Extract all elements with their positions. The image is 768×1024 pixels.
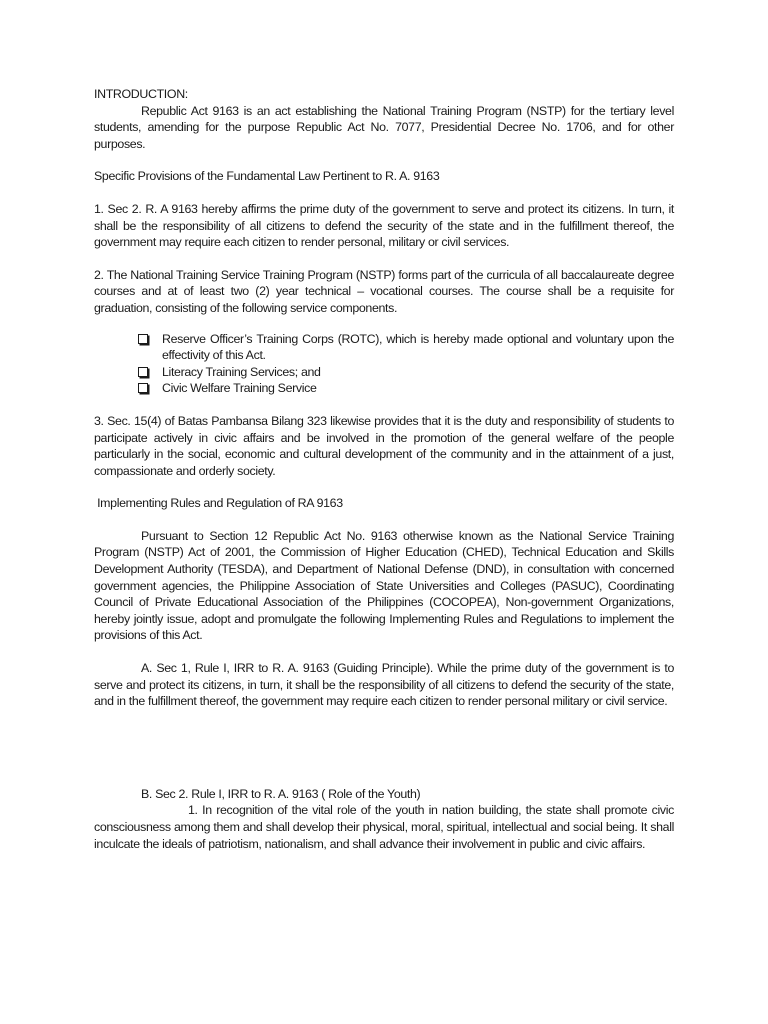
service-components-list	[94, 331, 674, 397]
component-rotc: Reserve Officer’s Training Corps (ROTC), which is hereby made optional and voluntary upon the effectivity of this Act.	[162, 331, 674, 363]
irr-section-a: A. Sec 1, Rule I, IRR to R. A. 9163 (Guiding Principle). While the prime duty of the government is to serve and protect its citizens, in turn, it shall be the responsibility of all citizens to defend the security of the state, and in the fulfillment thereof, the government may require each citizen to render personal military or civil service.	[94, 661, 674, 709]
checkbox-bullet-icon	[138, 367, 148, 377]
checkbox-bullet-icon	[138, 383, 148, 393]
list-item	[138, 380, 674, 397]
irr-pursuant-paragraph: Pursuant to Section 12 Republic Act No. 9163 otherwise known as the National Service Training Program (NSTP) Act of 2001, the Commission of Higher Education (CHED), Technical Education and Skills Development Authority (TESDA), and Department of National Defense (DND), in consultation with concerned government agencies, the Philippine Association of State Universities and Colleges (PASUC), Coordinating Council of Private Educational Association of the Philippines (COCOPEA), Non-government Organizations, hereby jointly issue, adopt and promulgate the following Implementing Rules and Regulations to implement the provisions of this Act.	[94, 528, 674, 643]
provision-item-2: 2. The National Training Service Training Program (NSTP) forms part of the curricula of all baccalaureate degree courses and at of least two (2) year technical – vocational courses. The course shall be a requisite for graduation, consisting of the following service components.	[94, 267, 674, 315]
introduction-heading: INTRODUCTION:	[94, 87, 188, 101]
irr-heading: Implementing Rules and Regulation of RA 9163	[94, 496, 343, 511]
list-item	[138, 364, 674, 381]
checkbox-bullet-icon	[138, 334, 148, 344]
list-item	[138, 331, 674, 364]
introduction-paragraph: Republic Act 9163 is an act establishing the National Training Program (NSTP) for the tertiary level students, amending for the purpose Republic Act No. 7077, Presidential Decree No. 1706, and for other purposes.	[94, 103, 674, 151]
provision-item-1: 1. Sec 2. R. A 9163 hereby affirms the prime duty of the government to serve and protect its citizens. In turn, it shall be the responsibility of all citizens to defend the security of the state and in the fulfillment thereof, the government may require each citizen to render personal, military or civil services.	[94, 201, 674, 250]
irr-section-b-heading: B. Sec 2. Rule I, IRR to R. A. 9163 ( Role of the Youth)	[141, 786, 421, 801]
irr-section-b-item-1: 1. In recognition of the vital role of the youth in nation building, the state shall promote civic consciousness among them and shall develop their physical, moral, spiritual, intellectual and social being. It shall inculcate the ideals of patriotism, nationalism, and shall advance their involvement in public and civic affairs.	[94, 803, 674, 851]
provision-item-3: 3. Sec. 15(4) of Batas Pambansa Bilang 323 likewise provides that it is the duty and responsibility of students to participate actively in civic affairs and be involved in the promotion of the general welfare of the people particularly in the social, economic and cultural development of the community and in the attainment of a just, compassionate and orderly society.	[94, 413, 674, 478]
component-civic-welfare: Civic Welfare Training Service	[162, 381, 317, 396]
component-literacy: Literacy Training Services; and	[162, 364, 321, 379]
provisions-heading: Specific Provisions of the Fundamental Law Pertinent to R. A. 9163	[94, 169, 440, 184]
